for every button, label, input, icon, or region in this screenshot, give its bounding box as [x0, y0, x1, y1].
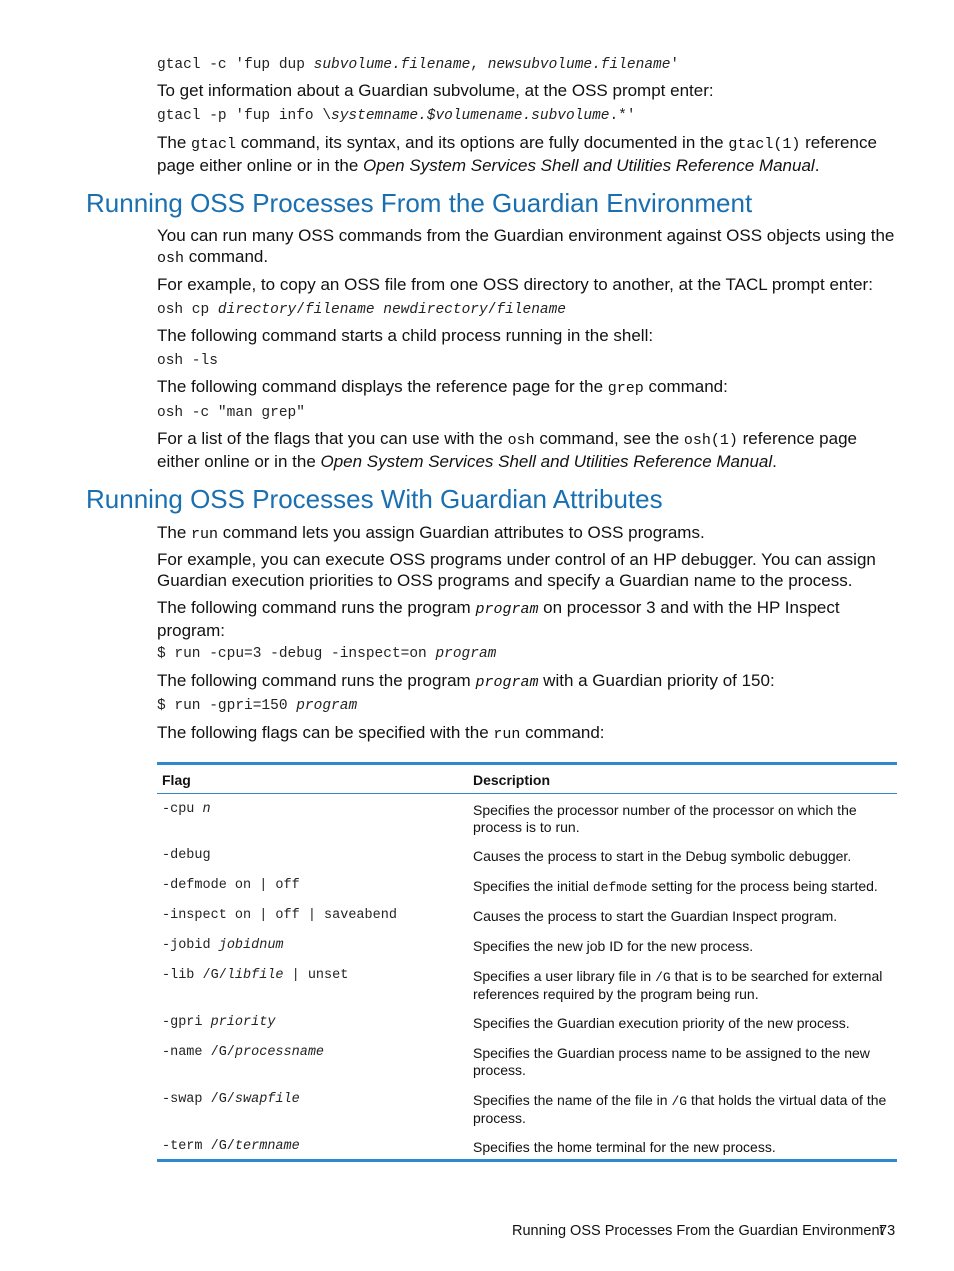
- flag-cell: -debug: [162, 848, 211, 863]
- text: The: [157, 133, 192, 152]
- code-var: systemname.$volumename.subvolume: [331, 108, 610, 124]
- description-cell: Causes the process to start in the Debug symbolic debugger.: [473, 848, 852, 864]
- code-fup-dup: [157, 57, 679, 73]
- inline-code: /G: [655, 970, 671, 985]
- code-text: .*': [609, 108, 636, 124]
- section-heading-guardian-environment: Running OSS Processes From the Guardian Environment: [86, 188, 753, 218]
- description-cell: Causes the process to start the Guardian Inspect program.: [473, 908, 838, 924]
- paragraph-run-gpri: [157, 670, 899, 693]
- paragraph-osh-flags: [157, 428, 899, 472]
- code-var: filename newdirectory: [304, 302, 488, 318]
- inline-code: grep: [607, 380, 644, 397]
- code-osh-ls: osh -ls: [157, 353, 218, 369]
- code-text: $ run -cpu=3 -debug -inspect=on: [157, 646, 436, 662]
- inline-code: run: [191, 526, 219, 543]
- paragraph-flags-intro: [157, 722, 899, 745]
- description-cell: Specifies the Guardian process name to be assigned to the new process.: [473, 1045, 870, 1078]
- description-cell: Specifies the processor number of the processor on which the process is to run.: [473, 802, 857, 835]
- text: For a list of the flags that you can use with the: [157, 429, 508, 448]
- description-cell: [473, 968, 897, 1003]
- header-description: Description: [473, 772, 551, 788]
- code-text: gtacl -p 'fup info \: [157, 108, 332, 124]
- inline-code: run: [493, 726, 521, 743]
- flag-arg: processname: [234, 1045, 325, 1060]
- paragraph-subvolume-info: To get information about a Guardian subvolume, at the OSS prompt enter:: [157, 81, 714, 100]
- text: that is to be searched for external references required by the program being run.: [473, 968, 883, 1002]
- text: reference page either online or in the: [157, 133, 877, 175]
- flag-arg: termname: [234, 1139, 300, 1154]
- text: on processor 3 and with the HP Inspect program:: [157, 598, 840, 640]
- inline-code: osh(1): [683, 432, 738, 449]
- flag-arg: n: [202, 802, 211, 817]
- code-text: /: [487, 302, 497, 318]
- text: The following command runs the program: [157, 598, 476, 617]
- flag-text: -term /G/: [162, 1139, 235, 1154]
- code-var: subvolume.filename: [313, 57, 471, 73]
- flag-text: -swap /G/: [162, 1092, 235, 1107]
- text: reference page either online or in the: [157, 429, 858, 471]
- text: The following command displays the reference page for the: [157, 377, 608, 396]
- flag-text: -gpri: [162, 1015, 211, 1030]
- code-text: /: [296, 302, 305, 318]
- paragraph-copy-example: For example, to copy an OSS file from one OSS directory to another, at the TACL prompt enter:: [157, 275, 873, 294]
- text: command.: [184, 247, 269, 266]
- code-var: newsubvolume.filename: [487, 57, 671, 73]
- inline-code: defmode: [592, 880, 648, 895]
- paragraph-grep: [157, 376, 899, 399]
- flag-arg: jobidnum: [218, 938, 284, 953]
- flag-cell: [162, 1015, 275, 1030]
- flag-text: | unset: [283, 968, 349, 983]
- code-osh-cp: [157, 302, 566, 318]
- code-var: program: [296, 698, 358, 714]
- paragraph-run-intro: [157, 522, 899, 545]
- flag-text: -jobid: [162, 938, 219, 953]
- code-run-cpu: [157, 646, 496, 662]
- description-cell: [473, 1092, 897, 1127]
- flags-table: [157, 762, 897, 1155]
- text: that holds the virtual data of the process.: [473, 1092, 887, 1126]
- code-text: ,: [470, 57, 488, 73]
- paragraph-osh-intro: [157, 225, 899, 269]
- flag-text: -cpu: [162, 802, 203, 817]
- flag-text: -name /G/: [162, 1045, 235, 1060]
- header-flag: Flag: [162, 772, 191, 788]
- paragraph-child-process: The following command starts a child process running in the shell:: [157, 326, 654, 345]
- inline-code: gtacl(1): [728, 136, 801, 153]
- flag-cell: [162, 1045, 324, 1060]
- flag-cell: -defmode on | off: [162, 878, 300, 893]
- inline-code: gtacl: [191, 136, 237, 153]
- paragraph-debugger: For example, you can execute OSS programs under control of an HP debugger. You can assign Guardian execution priorities to OSS programs and specify a Guardian name to the process.: [157, 550, 876, 590]
- manual-title: Open System Services Shell and Utilities Reference Manual: [320, 452, 773, 471]
- flag-arg: priority: [210, 1015, 276, 1030]
- flag-cell: [162, 968, 348, 983]
- flag-arg: swapfile: [234, 1092, 300, 1107]
- flag-cell: [162, 802, 211, 817]
- text: .: [814, 156, 820, 175]
- text: command, see the: [534, 429, 684, 448]
- description-cell: Specifies the new job ID for the new process.: [473, 938, 754, 954]
- flag-cell: [162, 1139, 300, 1154]
- manual-title: Open System Services Shell and Utilities Reference Manual: [363, 156, 815, 175]
- paragraph-gtacl-docs: [157, 132, 899, 176]
- text: You can run many OSS commands from the Guardian environment against OSS objects using the: [157, 226, 895, 245]
- code-fup-info: [157, 108, 636, 124]
- code-run-gpri: [157, 698, 357, 714]
- page-number: 73: [879, 1223, 896, 1239]
- text: command, its syntax, and its options are fully documented in the: [236, 133, 729, 152]
- text: The following flags can be specified with the: [157, 723, 494, 742]
- flag-cell: [162, 938, 284, 953]
- inline-code: osh: [157, 250, 185, 267]
- text: with a Guardian priority of 150:: [538, 671, 775, 690]
- footer-section-title: Running OSS Processes From the Guardian Environment: [512, 1223, 884, 1239]
- inline-code: /G: [671, 1094, 688, 1109]
- text: command:: [520, 723, 605, 742]
- code-var: filename: [496, 302, 567, 318]
- text: The following command runs the program: [157, 671, 476, 690]
- text: Specifies the initial: [473, 878, 593, 894]
- flag-text: -lib /G/: [162, 968, 227, 983]
- code-var: program: [435, 646, 497, 662]
- text: setting for the process being started.: [647, 878, 878, 894]
- flag-cell: -inspect on | off | saveabend: [162, 908, 397, 923]
- description-cell: Specifies the Guardian execution priority of the new process.: [473, 1015, 850, 1031]
- table-header: [157, 765, 897, 794]
- paragraph-run-cpu: [157, 597, 899, 641]
- description-cell: [473, 878, 897, 896]
- inline-code: program: [475, 674, 539, 691]
- text: command lets you assign Guardian attributes to OSS programs.: [218, 523, 705, 542]
- code-osh-man-grep: osh -c "man grep": [157, 405, 305, 421]
- code-text: $ run -gpri=150: [157, 698, 297, 714]
- flag-cell: [162, 1092, 300, 1107]
- code-text: gtacl -c 'fup dup: [157, 57, 314, 73]
- table-bottom-rule: [157, 1159, 897, 1162]
- code-text: osh cp: [157, 302, 218, 318]
- flag-arg: libfile: [226, 968, 284, 983]
- inline-code: osh: [507, 432, 535, 449]
- code-text: ': [670, 57, 680, 73]
- text: .: [772, 452, 777, 471]
- inline-code: program: [475, 601, 539, 618]
- description-cell: Specifies the home terminal for the new process.: [473, 1139, 776, 1155]
- text: Specifies a user library file in: [473, 968, 656, 984]
- text: The: [157, 523, 192, 542]
- section-heading-guardian-attributes: Running OSS Processes With Guardian Attributes: [86, 484, 663, 514]
- text: Specifies the name of the file in: [473, 1092, 672, 1108]
- text: command:: [643, 377, 728, 396]
- code-var: directory: [217, 302, 297, 318]
